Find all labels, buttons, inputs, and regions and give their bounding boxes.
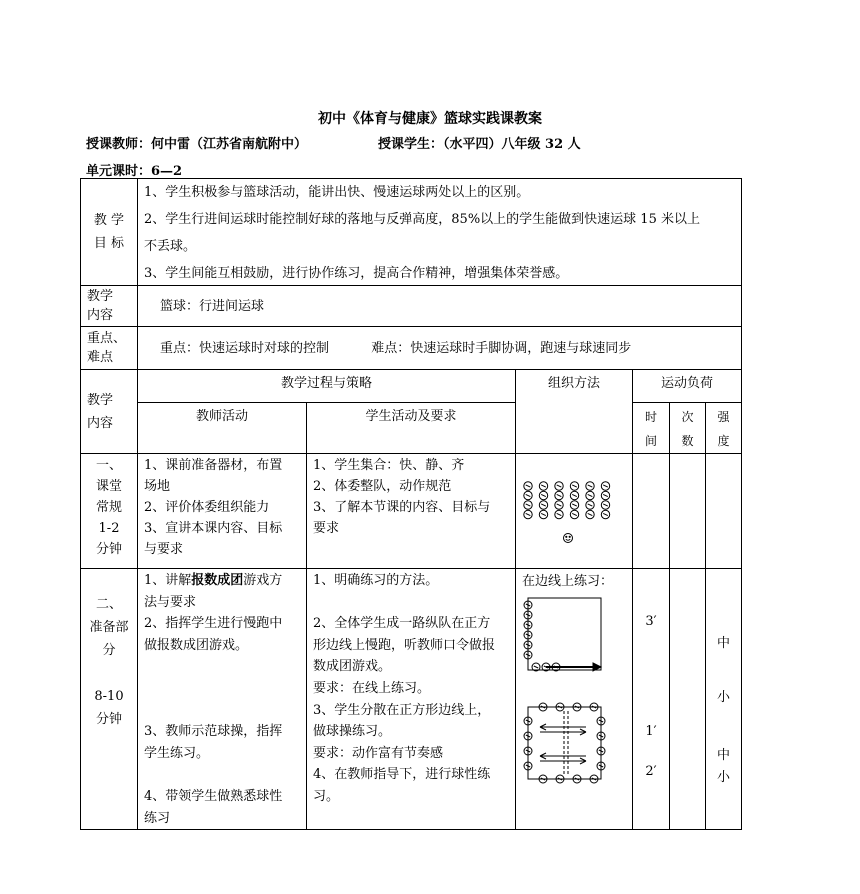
section1-teacher-line: 2、评价体委组织能力 [144, 500, 270, 515]
drill-square [528, 707, 601, 779]
teacher-1c: 游戏方 [243, 573, 283, 588]
section2-teacher-line: 学生练习。 [144, 745, 210, 761]
section1-teacher-line: 1、课前准备器材，布置 [144, 458, 283, 473]
intensity-header [706, 403, 742, 454]
keypoints-text [138, 327, 742, 370]
game-name: 报数成团 [191, 573, 244, 588]
section1-student-line: 1、学生集合：快、静、齐 [313, 458, 465, 473]
keypoints-label [81, 327, 138, 370]
section1-student-line: 2、体委整队，动作规范 [313, 479, 452, 494]
section1-label-line: 常规 [95, 500, 122, 515]
student-activity-header: 学生活动及要求 [307, 403, 516, 454]
goals-label-2: 目 标 [93, 236, 125, 251]
unit-lesson: 单元课时：6—2 [86, 164, 183, 179]
section1-student-line: 3、了解本节课的内容、目标与 [313, 500, 491, 515]
section2-label-line: 准备部 [89, 620, 129, 635]
content-text: 篮球：行进间运球 [138, 286, 742, 327]
goals-row [81, 179, 742, 286]
section2-student-line: 习。 [313, 788, 340, 804]
section2-student-line: 1、明确练习的方法。 [313, 573, 439, 588]
section2-student-line: 要求：动作富有节奏感 [313, 745, 444, 761]
key-point: 重点：快速运球时对球的控制 [160, 340, 330, 356]
intensity-value: 中 [717, 636, 731, 651]
section1-org [516, 454, 633, 569]
section1-label [81, 454, 138, 569]
section2-label-line: 分 [102, 643, 116, 658]
practice-diagram [516, 591, 633, 803]
player-icon [586, 491, 594, 499]
count-header-2: 数 [681, 434, 694, 448]
player-icon [555, 501, 563, 509]
intensity-header-2: 度 [717, 434, 730, 448]
content-label-2: 内容 [87, 308, 114, 323]
player-icon [539, 510, 547, 518]
header-label-1: 教学 [87, 392, 114, 408]
intensity-value: 小 [717, 690, 731, 705]
section2-student-line: 形边线上慢跑，听教师口令做报 [313, 637, 496, 653]
section2-teacher [138, 569, 307, 830]
load-header: 运动负荷 [633, 370, 742, 403]
player-icon [570, 501, 578, 509]
section2-teacher-line: 2、指挥学生进行慢跑中 [144, 616, 283, 632]
goal-item: 3、学生间能互相鼓励，进行协作练习，提高合作精神，增强集体荣誉感。 [144, 266, 569, 281]
document-title: 初中《体育与健康》篮球实践课教案 [318, 111, 542, 127]
player-icon [570, 510, 578, 518]
header-label-2: 内容 [87, 415, 114, 431]
time-header-1: 时 [644, 410, 657, 424]
section2-time [633, 569, 670, 830]
section1-teacher-line: 与要求 [144, 542, 184, 557]
section2-student [307, 569, 516, 830]
section2-row [81, 569, 742, 830]
count-header-1: 次 [681, 410, 694, 424]
player-icon [570, 491, 578, 499]
time-header [633, 403, 670, 454]
time-header-2: 间 [644, 434, 657, 448]
player-icon [601, 501, 609, 509]
section2-teacher-line: 3、教师示范球操，指挥 [144, 724, 283, 740]
section2-teacher-line [144, 570, 300, 592]
section2-teacher-line: 做报数成团游戏。 [144, 637, 249, 653]
player-icon [601, 491, 609, 499]
goal-item: 1、学生积极参与篮球活动，能讲出快、慢速运球两处以上的区别。 [144, 185, 530, 200]
goals-text [138, 179, 742, 286]
intensity-value: 中 [717, 748, 731, 763]
player-icon [570, 482, 578, 490]
section2-teacher-line: 练习 [144, 810, 171, 826]
difficulty-point: 难点：快速运球时手脚协调，跑速与球速同步 [371, 340, 632, 356]
goals-label-1: 教 学 [93, 213, 125, 228]
section2-student-line: 数成团游戏。 [313, 659, 392, 675]
player-icon [586, 501, 594, 509]
section1-intensity [706, 454, 742, 569]
section2-student-line: 要求：在线上练习。 [313, 680, 431, 696]
player-icon [539, 491, 547, 499]
time-value: 2′ [645, 764, 657, 779]
section1-time [633, 454, 670, 569]
jog-square [528, 598, 601, 671]
process-header: 教学过程与策略 [138, 370, 516, 403]
teacher-1a: 1、讲解 [144, 573, 192, 588]
section2-org [516, 569, 633, 830]
content-label [81, 286, 138, 327]
section1-label-line: 一、 [95, 458, 122, 473]
section1-label-line: 课堂 [95, 479, 122, 494]
section2-label-line: 分钟 [95, 712, 122, 727]
section2-intensity [706, 569, 742, 830]
lesson-plan-table [80, 178, 742, 830]
player-icon [601, 482, 609, 490]
keypoints-row [81, 327, 742, 370]
section2-count [670, 569, 706, 830]
section2-label-line: 8-10 [94, 689, 124, 704]
player-icon [539, 482, 547, 490]
player-icon [586, 510, 594, 518]
intensity-value: 小 [717, 770, 731, 785]
time-value: 1′ [645, 724, 657, 739]
player-icon [539, 501, 547, 509]
section1-teacher-line: 3、宣讲本课内容、目标 [144, 521, 283, 536]
player-icon [555, 510, 563, 518]
section2-label [81, 569, 138, 830]
section1-label-line: 分钟 [95, 542, 122, 557]
header-row-1 [81, 370, 742, 403]
section2-student-line: 3、学生分散在正方形边线上， [313, 702, 491, 718]
player-icon [524, 482, 532, 490]
keypoints-label-1: 重点、 [87, 331, 127, 346]
time-value: 3′ [645, 614, 657, 629]
player-icon [555, 482, 563, 490]
content-label-1: 教学 [87, 289, 114, 304]
section2-student-line: 4、在教师指导下，进行球性练 [313, 767, 491, 783]
section2-teacher-line: 法与要求 [144, 594, 197, 610]
player-icon [524, 491, 532, 499]
teacher-info: 授课教师：何中雷（江苏省南航附中） [86, 137, 308, 152]
section2-student-line: 2、全体学生成一路纵队在正方 [313, 616, 491, 632]
keypoints-label-2: 难点 [87, 350, 114, 365]
teacher-activity-header: 教师活动 [138, 403, 307, 454]
section1-count [670, 454, 706, 569]
player-icon [586, 482, 594, 490]
section2-teacher-line: 4、带领学生做熟悉球性 [144, 788, 283, 804]
player-icon [524, 501, 532, 509]
section1-student [307, 454, 516, 569]
player-icon [524, 510, 532, 518]
org-header: 组织方法 [516, 370, 633, 454]
section1-row [81, 454, 742, 569]
count-header [670, 403, 706, 454]
goal-item: 不丢球。 [144, 239, 197, 254]
section1-label-line: 1-2 [98, 521, 120, 536]
goal-item: 2、学生行进间运球时能控制好球的落地与反弹高度，85%以上的学生能做到快速运球 15 米以上 [144, 212, 700, 227]
section2-student-line: 做球操练习。 [313, 724, 392, 740]
section1-teacher-line: 场地 [144, 479, 171, 494]
player-icon [601, 510, 609, 518]
player-icon [555, 491, 563, 499]
org-caption: 在边线上练习： [522, 574, 614, 589]
section1-teacher [138, 454, 307, 569]
header-content-label [81, 370, 138, 454]
goals-label [81, 179, 138, 286]
student-info: 授课学生：（水平四）八年级 32 人 [378, 137, 581, 152]
teacher-smiley-icon [564, 534, 573, 543]
section2-label-line: 二、 [95, 597, 122, 612]
section1-student-line: 要求 [313, 521, 340, 536]
formation-diagram [516, 454, 633, 560]
content-row [81, 286, 742, 327]
intensity-header-1: 强 [717, 410, 730, 424]
header-row-2 [81, 403, 742, 454]
